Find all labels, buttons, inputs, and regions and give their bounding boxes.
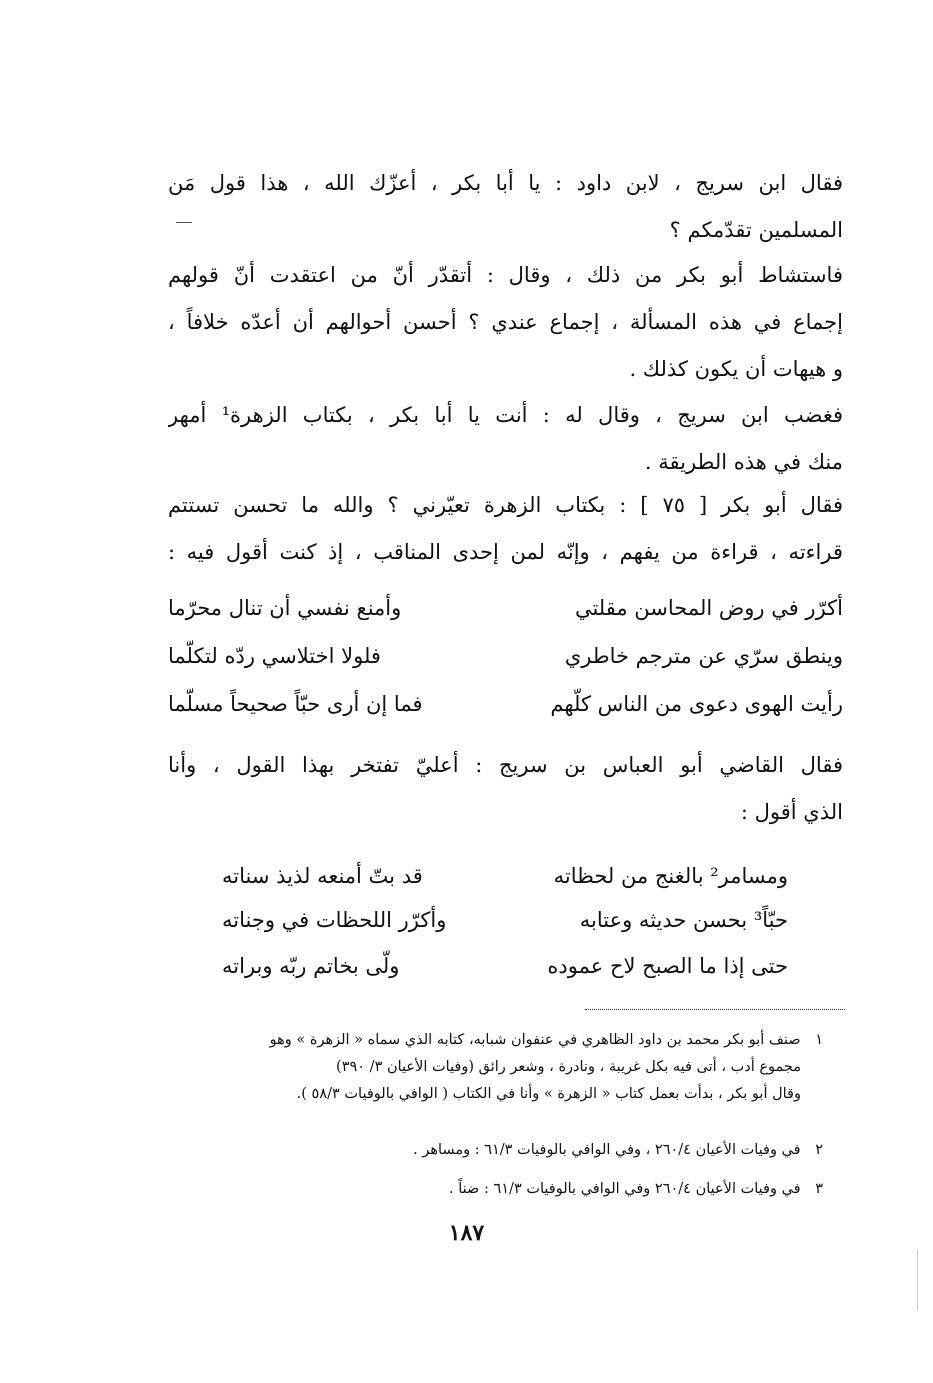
- footnote-text: صنف أبو بكر محمد بن داود الظاهري في عنفوان شبابه، كتابه الذي سماه « الزهرة » وهو: [269, 1032, 801, 1048]
- footnote-text: في وفيات الأعيان ٢٦٠/٤ ، وفي الوافي بالوفيات ٦١/٣ : ومساهر .: [413, 1142, 801, 1158]
- scan-edge-line: [917, 1250, 918, 1310]
- paragraph: [168, 742, 843, 836]
- text-line: فقال ابن سريج ، لابن داود : يا أبا بكر ، أعزّك الله ، هذا قول مَن: [168, 171, 843, 195]
- paragraph: [168, 160, 843, 254]
- verse-hemistich: فلولا اختلاسي ردّه لتكلّما: [168, 644, 381, 668]
- text-line: منك في هذه الطريقة .: [644, 450, 843, 474]
- verse-hemistich: رأيت الهوى دعوى من الناس كلّهم: [550, 692, 843, 716]
- verse-hemistich: وأكرّر اللحظات في وجناته: [222, 908, 447, 932]
- verse-line: [222, 898, 788, 942]
- footnote-text: وقال أبو بكر ، بدأت بعمل كتاب « الزهرة » وأنا في الكتاب ( الوافي بالوفيات ٥٨/٣ ).: [296, 1086, 801, 1102]
- footnote-divider: [585, 1009, 845, 1010]
- footnote-number: ٣: [815, 1181, 823, 1197]
- footnote-number: ٢: [815, 1142, 823, 1158]
- text-line: قراءته ، قراءة من يفهم ، وإنّه لمن إحدى المناقب ، إذ كنت أقول فيه :: [168, 540, 843, 564]
- verse-hemistich: حبّاً³ بحسن حديثه وعتابه: [579, 908, 788, 932]
- paragraph: [168, 392, 843, 486]
- page-number: ١٨٧: [448, 1220, 485, 1246]
- verse-line: [222, 944, 788, 988]
- verse-hemistich: قد بتّ أمنعه لذيذ سناته: [222, 864, 423, 888]
- verse-hemistich: حتى إذا ما الصبح لاح عموده: [547, 954, 788, 978]
- footnote: [163, 1176, 823, 1203]
- footnote: [163, 1027, 823, 1108]
- verse-hemistich: ومسامر² بالغنج من لحظاته: [553, 864, 788, 888]
- footnote-text: في وفيات الأعيان ٢٦٠/٤ وفي الوافي بالوفيات ٦١/٣ : ضناً .: [449, 1181, 801, 1197]
- text-line: فاستشاط أبو بكر من ذلك ، وقال : أتقدّر أنّ من اعتقدت أنّ قولهم: [168, 263, 843, 287]
- verse-line: [168, 586, 843, 630]
- verse-hemistich: ولّى بخاتم ربّه وبراته: [222, 954, 400, 978]
- text-line: فقال القاضي أبو العباس بن سريج : أعليّ تفتخر بهذا القول ، وأنا: [168, 753, 843, 777]
- verse-hemistich: وأمنع نفسي أن تنال محرّما: [168, 596, 402, 620]
- paragraph: [168, 482, 843, 576]
- verse-hemistich: فما إن أرى حبّاً صحيحاً مسلّما: [168, 692, 423, 716]
- text-line: فغضب ابن سريج ، وقال له : أنت يا أبا بكر ، بكتاب الزهرة¹ أمهر: [168, 403, 843, 427]
- footnote-line: [163, 1027, 823, 1054]
- verse-hemistich: وينطق سرّي عن مترجم خاطري: [564, 644, 843, 668]
- text-line: الذي أقول :: [740, 800, 843, 824]
- text-line: المسلمين تقدّمكم ؟: [669, 218, 843, 242]
- footnote: [163, 1137, 823, 1164]
- verse-hemistich: أكرّر في روض المحاسن مقلتي: [574, 596, 843, 620]
- verse-line: [222, 854, 788, 898]
- verse-line: [168, 634, 843, 678]
- footnote-text: مجموع أدب ، أتى فيه بكل غريبة ، ونادرة ، وشعر رائق (وفيات الأعيان ٣/ ٣٩٠): [336, 1059, 801, 1075]
- footnote-number: ١: [815, 1032, 823, 1048]
- text-line: إجماع في هذه المسألة ، إجماع عندي ؟ أحسن أحوالهم أن أعدّه خلافاً ،: [168, 310, 843, 334]
- paragraph: [168, 252, 843, 393]
- text-line: و هيهات أن يكون كذلك .: [629, 357, 843, 381]
- text-line: فقال أبو بكر [ ٧٥ ] : بكتاب الزهرة تعيّرني ؟ والله ما تحسن تستتم: [168, 493, 843, 517]
- verse-line: [168, 682, 843, 726]
